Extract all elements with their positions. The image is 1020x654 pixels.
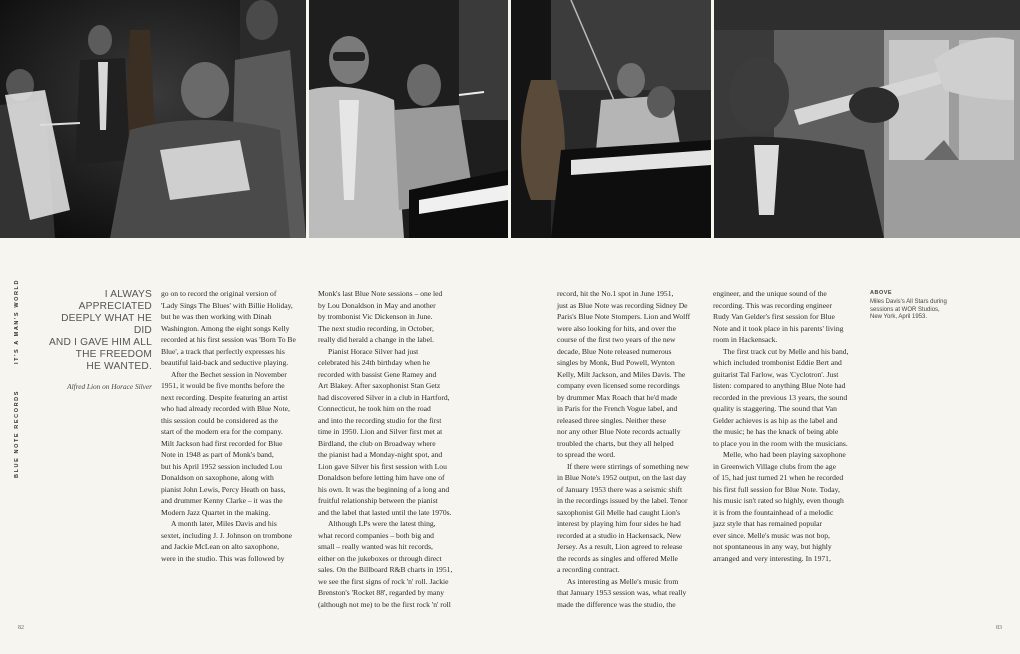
- text-column-1: [161, 288, 307, 564]
- text-line: recorded in the previous 13 years, the sound: [713, 392, 848, 402]
- text-line: were also looking for hits, and over the: [557, 323, 676, 333]
- text-line: in Paris for the French Vogue label, and: [557, 404, 678, 413]
- text-line: If there were stirrings of something new: [567, 461, 689, 471]
- text-line: it is from the fountainhead of a melodic: [713, 507, 834, 517]
- text-line: record, hit the No.1 spot in June 1951,: [557, 289, 674, 298]
- photo-strip: [0, 0, 1020, 238]
- text-line: next recording. Despite featuring an artist: [161, 392, 288, 402]
- photo-musicians-reading-score: [0, 0, 306, 238]
- text-line: Birdland, the club on Broadway where: [318, 438, 436, 448]
- text-line: his first full session for Blue Note. Today,: [713, 484, 840, 494]
- text-line: the pianist had a Monday-night spot, and: [318, 450, 443, 459]
- pull-quote-line: I ALWAYS APPRECIATED: [78, 289, 152, 312]
- text-line: A month later, Miles Davis and his: [171, 519, 277, 528]
- text-line: what record companies – both big and: [318, 530, 434, 540]
- text-line: that January 1953 session was, what really: [557, 588, 687, 597]
- text-line: Blue', a track that perfectly expresses his: [161, 346, 285, 356]
- text-line: by Lou Donaldson in May and another: [318, 300, 436, 310]
- text-line: arranged and very interesting. In 1971,: [713, 553, 831, 563]
- text-line: Jersey. As a result, Lion agreed to release: [557, 542, 683, 551]
- text-line: recorded with bassist Gene Ramey and: [318, 369, 437, 379]
- text-line: 'Lady Sings The Blues' with Billie Holiday,: [161, 300, 293, 310]
- text-line: The next studio recording, in October,: [318, 323, 434, 333]
- paragraph: [713, 449, 863, 564]
- text-line: a recording contract.: [557, 565, 620, 574]
- text-line: beautiful laid-back and seductive playing.: [161, 358, 289, 367]
- text-line: to spread the word.: [557, 450, 616, 459]
- text-line: Donaldson before letting him have one of: [318, 473, 445, 482]
- text-line: and into the recording studio for the first: [318, 415, 442, 425]
- text-line: pianist John Lewis, Percy Heath on bass,: [161, 484, 286, 494]
- text-line: to place you in the room with the musicians.: [713, 438, 848, 448]
- text-line: recorded at his first session was 'Born To Be: [161, 335, 296, 344]
- text-line: start of the modern era for the company.: [161, 427, 283, 436]
- paragraph: [713, 346, 863, 450]
- text-line: and Jackie McLean on alto saxophone,: [161, 542, 280, 551]
- text-line: 1951, it would be five months before the: [161, 381, 285, 390]
- paragraph: [318, 518, 466, 610]
- book-title: BLUE NOTE RECORDS: [14, 389, 20, 478]
- caption-line: New York, April 1953.: [870, 314, 928, 321]
- text-line: by drummer Max Roach that he'd made: [557, 392, 678, 402]
- page-number-left: 82: [18, 625, 24, 631]
- text-line: Paris's Blue Note Stompers. Lion and Wolff: [557, 312, 691, 321]
- pull-quote-text: [40, 289, 152, 373]
- text-line: celebrated his 24th birthday when he: [318, 358, 430, 367]
- text-line: really did herald a change in the label.: [318, 335, 434, 344]
- text-line: Kelly, Milt Jackson, and Miles Davis. The: [557, 369, 686, 379]
- text-line: Connecticut, he took him on the road: [318, 404, 431, 413]
- text-line: Melle, who had been playing saxophone: [723, 450, 846, 459]
- text-line: were in the studio. This was followed by: [161, 553, 285, 563]
- text-line: made the difference was the studio, the: [557, 599, 676, 609]
- text-line: engineer, and the unique sound of the: [713, 289, 827, 298]
- text-line: fruitful relationship between the pianist: [318, 496, 438, 505]
- chapter-title: IT'S A MAN'S WORLD: [14, 278, 20, 364]
- text-line: the records as singles and offered Melle: [557, 553, 678, 563]
- pull-quote-line: THE FREEDOM: [75, 349, 152, 360]
- text-line: (although not me) to be the first rock 'n' roll: [318, 599, 451, 609]
- text-line: of January 1953 there was a seismic shift: [557, 484, 683, 494]
- text-line: in the recordings issued by the label. Tenor: [557, 496, 688, 505]
- text-line: nor any other Blue Note records actually: [557, 427, 681, 436]
- text-line: either on the jukeboxes or through direct: [318, 553, 442, 563]
- caption-heading: ABOVE: [870, 290, 893, 296]
- text-line: Monk's last Blue Note sessions – one led: [318, 289, 443, 298]
- text-line: sextet, including J. J. Johnson on trombone: [161, 530, 292, 540]
- caption-line: Miles Davis's All Stars during: [870, 298, 947, 305]
- text-line: Brenston's 'Rocket 88', regarded by many: [318, 588, 444, 597]
- text-line: in Blue Note's 1952 output, on the last day: [557, 473, 687, 482]
- text-line: Note and it took place in his parents' living: [713, 323, 844, 333]
- text-line: interest by playing him four sides he had: [557, 519, 681, 528]
- pull-quote-line: DEEPLY WHAT HE DID: [61, 313, 152, 336]
- text-line: troubled the charts, but they all helped: [557, 438, 674, 448]
- text-line: singles by Monk, Bud Powell, Wynton: [557, 358, 675, 367]
- photo-pianist-and-band: [309, 0, 508, 238]
- text-column-4: [713, 288, 863, 564]
- text-line: go on to record the original version of: [161, 289, 277, 298]
- text-line: course of the first two years of the new: [557, 335, 676, 344]
- text-line: and drummer Kenny Clarke – it was the: [161, 496, 283, 505]
- paragraph: [161, 369, 307, 519]
- text-line: Gelder achieves is as hip as the label and: [713, 415, 838, 425]
- text-line: of 15, had just turned 21 when he recorded: [713, 473, 844, 482]
- text-line: recorded at a studio in Hackensack, New: [557, 530, 682, 540]
- text-line: Milt Jackson had first recorded for Blue: [161, 438, 283, 448]
- text-line: this session could be considered as the: [161, 415, 278, 425]
- running-head: [14, 278, 28, 482]
- paragraph: [161, 518, 307, 564]
- text-line: but his April 1952 session included Lou: [161, 461, 283, 471]
- text-line: jazz style that has remained popular: [713, 519, 823, 528]
- text-line: the music; he has the knack of being able: [713, 427, 839, 436]
- text-line: which included trombonist Eddie Bert and: [713, 358, 842, 367]
- text-line: but he was then working with Dinah: [161, 312, 272, 321]
- paragraph: [557, 461, 705, 576]
- text-line: sales. On the Billboard R&B charts in 1951,: [318, 565, 453, 574]
- text-line: his own. It was the beginning of a long and: [318, 484, 450, 494]
- text-line: Modern Jazz Quartet in the making.: [161, 507, 271, 517]
- text-line: released three singles. Neither these: [557, 415, 667, 425]
- photo-trumpeter: [714, 0, 1020, 238]
- text-line: and the label that lasted until the late 1970s.: [318, 507, 452, 517]
- text-line: by trombonist Vic Dickenson in June.: [318, 312, 433, 321]
- text-line: After the Bechet session in November: [171, 369, 287, 379]
- pull-quote-attribution: Alfred Lion on Horace Silver: [67, 382, 152, 391]
- paragraph: [557, 576, 705, 611]
- text-line: Donaldson on saxophone, along with: [161, 473, 274, 482]
- pull-quote: [40, 289, 152, 391]
- text-line: Rudy Van Gelder's first session for Blue: [713, 312, 835, 321]
- text-line: just as Blue Note was recording Sidney De: [557, 300, 688, 310]
- text-line: small – really wanted was hit records,: [318, 542, 433, 551]
- text-column-3: [557, 288, 705, 610]
- text-line: Pianist Horace Silver had just: [328, 346, 419, 356]
- paragraph: [161, 288, 307, 369]
- text-line: ever since. Melle's music was not bop,: [713, 530, 830, 540]
- text-line: had discovered Silver in a club in Hartford,: [318, 392, 450, 402]
- text-line: Although LPs were the latest thing,: [328, 519, 436, 528]
- paragraph: [557, 288, 705, 461]
- text-line: his music isn't rated so highly, even though: [713, 496, 844, 505]
- text-column-2: [318, 288, 466, 610]
- text-line: decade, Blue Note released numerous: [557, 346, 672, 356]
- text-line: saxophonist Gil Melle had caught Lion's: [557, 507, 681, 517]
- text-line: As interesting as Melle's music from: [567, 576, 679, 586]
- caption-line: sessions at WOR Studios,: [870, 306, 940, 313]
- text-line: guitarist Tal Farlow, was 'Cyclotron'. Just: [713, 369, 839, 379]
- photo-musicians-at-piano: [511, 0, 711, 238]
- text-line: Lion gave Silver his first session with Lou: [318, 461, 447, 471]
- photo-caption: [870, 290, 965, 322]
- text-line: company even licensed some recordings: [557, 381, 680, 390]
- text-line: Note in 1948 as part of Monk's band,: [161, 450, 274, 459]
- text-line: Art Blakey. After saxophonist Stan Getz: [318, 381, 441, 390]
- text-line: recording. This was recording engineer: [713, 300, 832, 310]
- paragraph: [713, 288, 863, 346]
- text-line: not spontaneous in any way, but highly: [713, 542, 832, 551]
- text-line: listen: compared to anything Blue Note had: [713, 381, 846, 390]
- text-line: in Greenwich Village clubs from the age: [713, 461, 836, 471]
- pull-quote-line: AND I GAVE HIM ALL: [48, 337, 152, 348]
- pull-quote-line: HE WANTED.: [86, 361, 152, 372]
- text-line: we see the first signs of rock 'n' roll. Jackie: [318, 576, 449, 586]
- text-line: Washington. Among the eight songs Kelly: [161, 323, 290, 333]
- paragraph: [318, 288, 466, 346]
- text-line: quality is staggering. The sound that Van: [713, 404, 837, 413]
- text-line: The first track cut by Melle and his band,: [723, 346, 849, 356]
- text-line: room in Hackensack.: [713, 335, 778, 344]
- text-line: who had already recorded with Blue Note,: [161, 404, 290, 413]
- text-line: time in 1950. Lion and Silver first met at: [318, 427, 443, 436]
- page-number-right: 83: [996, 625, 1002, 631]
- paragraph: [318, 346, 466, 519]
